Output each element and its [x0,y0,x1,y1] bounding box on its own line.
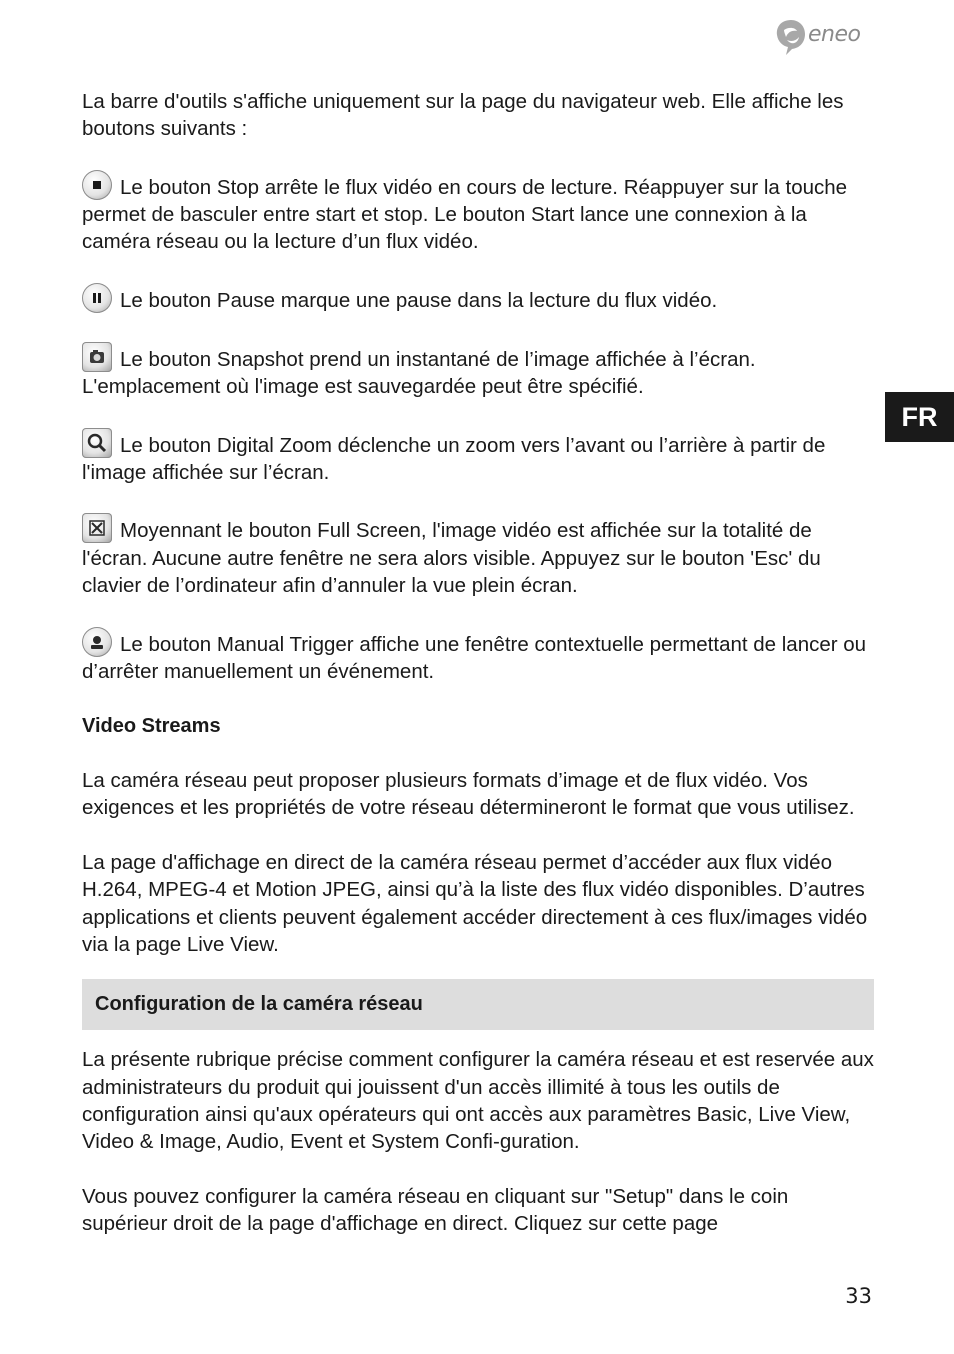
stop-button-text: Le bouton Stop arrête le flux vidéo en cours de lecture. Réappuyer sur la touche permet de basculer entre start et stop. Le bouton Start lance une connexion à la caméra réseau ou la lecture d’un flux vidéo. [82,175,848,254]
digital-zoom-icon [82,428,112,458]
snapshot-button-description [82,342,874,401]
stop-icon [82,170,112,200]
full-screen-icon [82,513,112,543]
pause-icon [82,283,112,313]
configuration-section-heading: Configuration de la caméra réseau [82,979,874,1030]
video-streams-paragraph-1: La caméra réseau peut proposer plusieurs formats d’image et de flux vidéo. Vos exigences et les propriétés de votre réseau détermineront le format que vous utilisez. [82,769,855,820]
configuration-paragraph-1: La présente rubrique précise comment configurer la caméra réseau et est reservée aux administrateurs du produit qui jouissent d'un accès illimité à tous les outils de configuration ainsi qu'aux opérateurs qui ont accès aux paramètres Basic, Live View, Video & Image, Audio, Event et System Confi-guration. [82,1048,874,1154]
page-number: 33 [845,1284,872,1308]
digital-zoom-button-description [82,428,874,487]
page-content [82,88,874,1237]
manual-trigger-button-text: Le bouton Manual Trigger affiche une fenêtre contextuelle permettant de lancer ou d’arrêter manuellement un événement. [82,632,867,683]
full-screen-button-text: Moyennant le bouton Full Screen, l'image vidéo est affichée sur la totalité de l'écran. Aucune autre fenêtre ne sera alors visible. Appuyez sur le bouton 'Esc' du clavier de l’ordinateur afin d’annuler la vue plein écran. [82,519,821,598]
snapshot-icon [82,342,112,372]
pause-button-text: Le bouton Pause marque une pause dans la lecture du flux vidéo. [120,289,718,313]
full-screen-button-description [82,513,874,599]
language-tab-fr: FR [885,392,954,442]
video-streams-paragraph-2: La page d'affichage en direct de la caméra réseau permet d’accéder aux flux vidéo H.264, MPEG-4 et Motion JPEG, ainsi qu’à la liste des flux vidéo disponibles. D’autres applications et clients peuvent également accéder directement à ces flux/images vidéo via la page Live View. [82,851,868,956]
manual-trigger-button-description [82,627,874,686]
stop-button-description [82,170,874,256]
pause-button-description [82,283,874,314]
eneo-logo [774,18,878,58]
eneo-logo-mark-icon [774,18,808,58]
digital-zoom-button-text: Le bouton Digital Zoom déclenche un zoom vers l’avant ou l’arrière à partir de l'image affichée sur l’écran. [82,433,826,484]
snapshot-button-text: Le bouton Snapshot prend un instantané de l’image affichée à l’écran. L'emplacement où l'image est sauvegardée peut être spécifié. [82,347,756,398]
logo-text: eneo [808,22,861,47]
intro-paragraph: La barre d'outils s'affiche uniquement sur la page du navigateur web. Elle affiche les boutons suivants : [82,90,844,141]
configuration-paragraph-2: Vous pouvez configurer la caméra réseau en cliquant sur "Setup" dans le coin supérieur droit de la page d'affichage en direct. Cliquez sur cette page [82,1184,789,1235]
manual-trigger-icon [82,627,112,657]
video-streams-heading: Video Streams [82,714,221,737]
